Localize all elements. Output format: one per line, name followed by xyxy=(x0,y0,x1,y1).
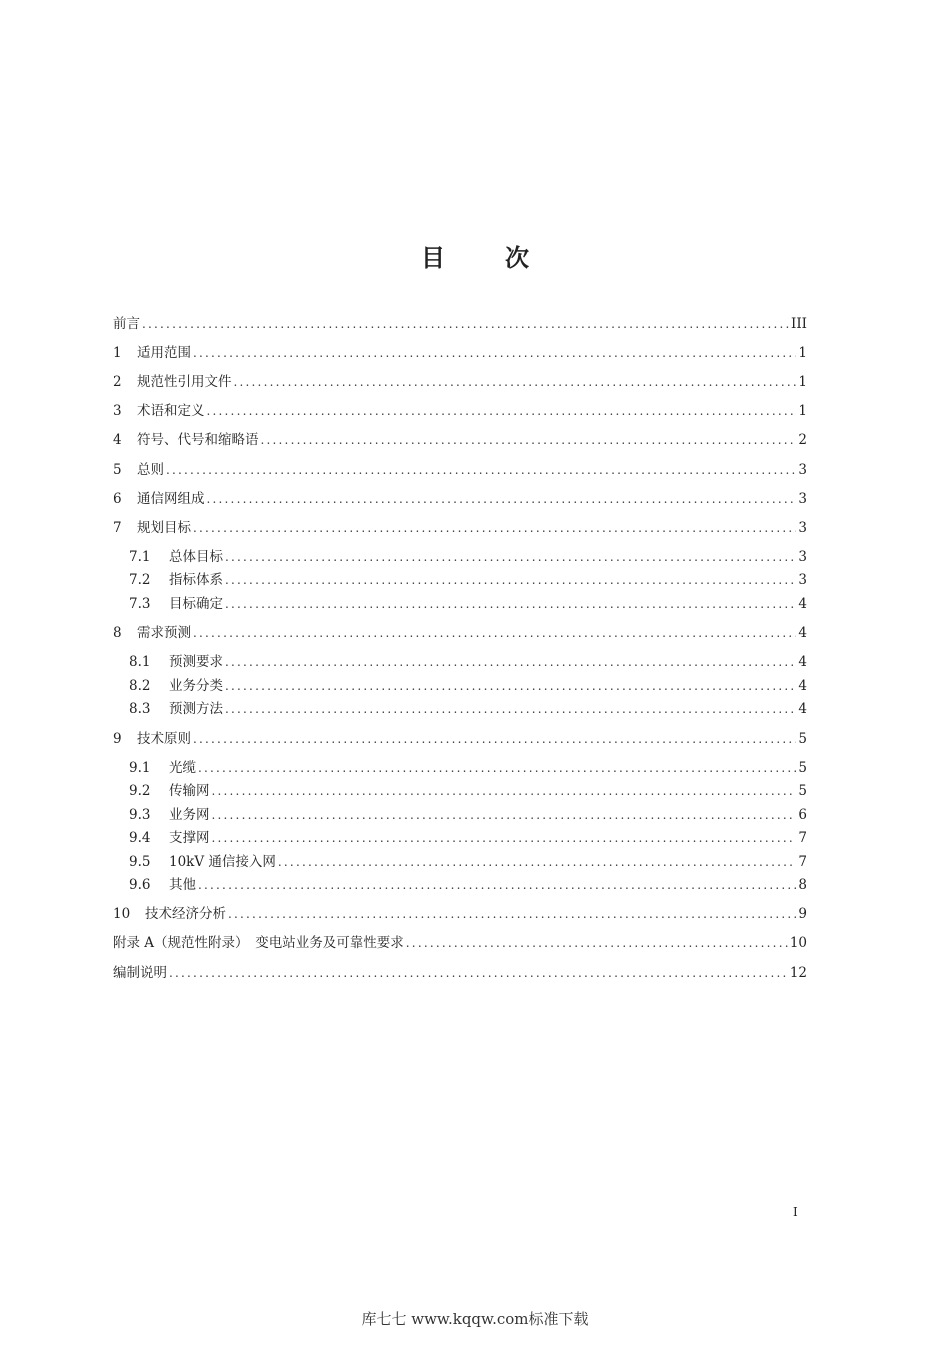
toc-entry-10[interactable] xyxy=(113,904,807,924)
toc-leader xyxy=(225,652,796,672)
toc-number: 9.6 xyxy=(129,877,151,893)
toc-number: 8.2 xyxy=(129,678,151,694)
toc-leader xyxy=(193,623,796,643)
footer-watermark: 库七七 www.kqqw.com标准下载 xyxy=(361,1310,589,1328)
toc-label: 符号、代号和缩略语 xyxy=(137,432,259,448)
toc-number: 9.1 xyxy=(129,760,151,776)
toc-entry-foreword[interactable] xyxy=(113,314,807,334)
toc-entry-3[interactable] xyxy=(113,401,807,421)
toc-entry-8-2[interactable] xyxy=(129,676,807,696)
toc-entry-9[interactable] xyxy=(113,729,807,749)
toc-number: 4 xyxy=(113,432,122,448)
toc-entry-9-1[interactable] xyxy=(129,758,807,778)
toc-entry-explanation[interactable] xyxy=(113,963,807,983)
toc-label: 技术经济分析 xyxy=(145,906,226,922)
toc-label: 业务网 xyxy=(169,807,210,823)
toc-label: 技术原则 xyxy=(137,731,191,747)
toc-number: 9.2 xyxy=(129,783,151,799)
toc-leader xyxy=(198,875,796,895)
toc-page: 4 xyxy=(798,654,807,670)
toc-page: 4 xyxy=(798,625,807,641)
toc-leader xyxy=(212,828,797,848)
toc-number: 7 xyxy=(113,520,122,536)
toc-label: 规范性引用文件 xyxy=(137,374,232,390)
toc-entry-9-4[interactable] xyxy=(129,828,807,848)
toc-leader xyxy=(142,314,789,334)
toc-label: 其他 xyxy=(169,877,196,893)
toc-label: 术语和定义 xyxy=(137,403,205,419)
toc-label: 适用范围 xyxy=(137,345,191,361)
toc-label: 目标确定 xyxy=(169,596,223,612)
toc-entry-7[interactable] xyxy=(113,518,807,538)
toc-number: 9.5 xyxy=(129,854,151,870)
toc-entry-7-3[interactable] xyxy=(129,594,807,614)
toc-page: 4 xyxy=(798,596,807,612)
toc-leader xyxy=(278,852,797,872)
toc-page: 1 xyxy=(798,374,807,390)
toc-leader xyxy=(212,805,797,825)
toc-number: 2 xyxy=(113,374,122,390)
toc-leader xyxy=(261,430,797,450)
toc-number: 8.3 xyxy=(129,701,151,717)
toc-number: 5 xyxy=(113,462,122,478)
toc-leader xyxy=(406,933,788,953)
toc-leader xyxy=(225,547,796,567)
toc-entry-1[interactable] xyxy=(113,343,807,363)
toc-entry-5[interactable] xyxy=(113,460,807,480)
toc-page: III xyxy=(791,316,807,332)
toc-label: 光缆 xyxy=(169,760,196,776)
toc-label: 传输网 xyxy=(169,783,210,799)
toc-entry-7-2[interactable] xyxy=(129,570,807,590)
toc-page: 9 xyxy=(798,906,807,922)
toc-number: 9 xyxy=(113,731,122,747)
toc-page: 3 xyxy=(798,549,807,565)
toc-leader xyxy=(193,343,796,363)
toc-leader xyxy=(169,963,788,983)
toc-page: 7 xyxy=(798,854,807,870)
toc-label: 通信网组成 xyxy=(137,491,205,507)
toc-label: 业务分类 xyxy=(169,678,223,694)
toc-label: 总体目标 xyxy=(169,549,223,565)
toc-page: 3 xyxy=(798,520,807,536)
toc-page: 5 xyxy=(798,731,807,747)
toc-label: 总则 xyxy=(137,462,164,478)
toc-leader xyxy=(207,401,797,421)
page-number: I xyxy=(793,1205,798,1219)
toc-label: 编制说明 xyxy=(113,965,167,981)
toc-page: 3 xyxy=(798,462,807,478)
toc-leader xyxy=(234,372,797,392)
toc-number: 3 xyxy=(113,403,122,419)
toc-page: 3 xyxy=(798,572,807,588)
toc-page: 3 xyxy=(798,491,807,507)
toc-leader xyxy=(193,518,796,538)
toc-entry-9-6[interactable] xyxy=(129,875,807,895)
toc-label: 需求预测 xyxy=(137,625,191,641)
toc-page: 12 xyxy=(789,965,807,981)
toc-entry-7-1[interactable] xyxy=(129,547,807,567)
toc-entry-4[interactable] xyxy=(113,430,807,450)
toc-number: 9.3 xyxy=(129,807,151,823)
toc-page: 1 xyxy=(798,403,807,419)
toc-page: 7 xyxy=(798,830,807,846)
toc-page: 5 xyxy=(798,760,807,776)
toc-page: 5 xyxy=(798,783,807,799)
toc-label: 10kV 通信接入网 xyxy=(169,854,276,870)
toc-leader xyxy=(225,699,796,719)
toc-leader xyxy=(198,758,796,778)
toc-label: 规划目标 xyxy=(137,520,191,536)
toc-label: 附录 A（规范性附录） 变电站业务及可靠性要求 xyxy=(113,935,404,951)
toc-leader xyxy=(207,489,797,509)
toc-entry-6[interactable] xyxy=(113,489,807,509)
title-char-2: 次 xyxy=(505,244,529,272)
toc-number: 7.3 xyxy=(129,596,151,612)
toc-leader xyxy=(166,460,796,480)
toc-number: 7.1 xyxy=(129,549,151,565)
toc-number: 8.1 xyxy=(129,654,151,670)
toc-label: 前言 xyxy=(113,316,140,332)
toc-entry-9-2[interactable] xyxy=(129,781,807,801)
toc-number: 9.4 xyxy=(129,830,151,846)
toc-number: 7.2 xyxy=(129,572,151,588)
toc-entry-8-3[interactable] xyxy=(129,699,807,719)
toc-page: 1 xyxy=(798,345,807,361)
toc-page: 6 xyxy=(798,807,807,823)
toc-label: 指标体系 xyxy=(169,572,223,588)
toc-leader xyxy=(225,594,796,614)
toc-label: 预测方法 xyxy=(169,701,223,717)
toc-page: 2 xyxy=(798,432,807,448)
toc-number: 8 xyxy=(113,625,122,641)
toc-page: 10 xyxy=(789,935,807,951)
toc-entry-appendix-a[interactable] xyxy=(113,933,807,953)
title-char-1: 目 xyxy=(421,244,445,272)
toc-label: 预测要求 xyxy=(169,654,223,670)
toc-leader xyxy=(228,904,796,924)
toc-entry-9-3[interactable] xyxy=(129,805,807,825)
toc-leader xyxy=(193,729,796,749)
toc-leader xyxy=(212,781,797,801)
toc-leader xyxy=(225,570,796,590)
toc-number: 10 xyxy=(113,906,131,922)
toc-entry-9-5[interactable] xyxy=(129,852,807,872)
toc-page: 4 xyxy=(798,678,807,694)
toc-number: 6 xyxy=(113,491,122,507)
toc-page: 8 xyxy=(798,877,807,893)
toc-number: 1 xyxy=(113,345,122,361)
toc-leader xyxy=(225,676,796,696)
toc-entry-2[interactable] xyxy=(113,372,807,392)
toc-entry-8-1[interactable] xyxy=(129,652,807,672)
toc-page: 4 xyxy=(798,701,807,717)
toc-entry-8[interactable] xyxy=(113,623,807,643)
toc-label: 支撑网 xyxy=(169,830,210,846)
page-title xyxy=(0,238,950,273)
